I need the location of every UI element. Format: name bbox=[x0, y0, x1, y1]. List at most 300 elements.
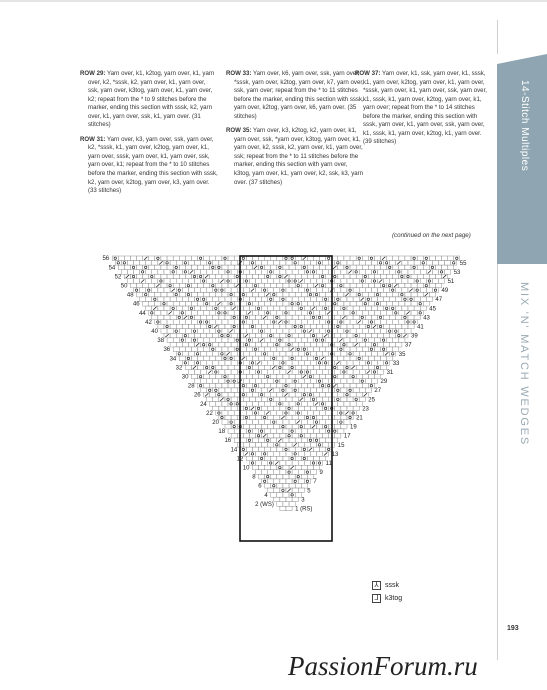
chart-cell bbox=[216, 393, 222, 398]
chart-cell bbox=[170, 297, 176, 302]
chart-cell bbox=[149, 283, 155, 288]
chart-cell bbox=[335, 424, 341, 429]
chart-cell bbox=[219, 388, 225, 393]
chart-cell bbox=[170, 315, 176, 320]
chart-cell bbox=[228, 402, 234, 407]
chart-cell bbox=[304, 324, 310, 329]
chart-cell bbox=[161, 265, 167, 270]
chart-cell bbox=[387, 283, 393, 288]
chart-cell bbox=[390, 261, 396, 266]
chart-cell bbox=[298, 315, 304, 320]
chart-cell bbox=[292, 352, 298, 357]
chart-cell bbox=[195, 333, 201, 338]
chart-cell bbox=[204, 283, 210, 288]
chart-cell bbox=[259, 292, 265, 297]
chart-cell bbox=[411, 283, 417, 288]
chart-cell bbox=[344, 320, 350, 325]
chart-cell bbox=[381, 311, 387, 316]
chart-cell bbox=[387, 256, 393, 261]
chart-cell bbox=[390, 270, 396, 275]
chart-cell bbox=[161, 302, 167, 307]
chart-cell bbox=[304, 443, 310, 448]
chart-cell bbox=[310, 461, 316, 466]
chart-cell bbox=[429, 265, 435, 270]
chart-cell bbox=[295, 429, 301, 434]
chart-cell bbox=[295, 438, 301, 443]
chart-cell bbox=[262, 333, 268, 338]
chart-cell bbox=[307, 456, 313, 461]
chart-cell bbox=[249, 306, 255, 311]
chart-cell bbox=[399, 302, 405, 307]
chart-cell bbox=[204, 365, 210, 370]
chart-cell bbox=[274, 324, 280, 329]
chart-cell bbox=[259, 311, 265, 316]
chart-cell bbox=[252, 383, 258, 388]
chart-cell bbox=[265, 474, 271, 479]
chart-cell bbox=[414, 297, 420, 302]
chart-row bbox=[121, 270, 450, 275]
chart-cell bbox=[289, 265, 295, 270]
chart-cell bbox=[283, 402, 289, 407]
chart-cell bbox=[256, 324, 262, 329]
chart-cell bbox=[219, 306, 225, 311]
right-row-label: 37 bbox=[404, 342, 412, 349]
chart-cell bbox=[317, 361, 323, 366]
chart-cell bbox=[240, 347, 246, 352]
chart-cell bbox=[298, 342, 304, 347]
chart-cell bbox=[204, 320, 210, 325]
chart-cell bbox=[298, 261, 304, 266]
chart-cell bbox=[320, 393, 326, 398]
chart-cell bbox=[170, 342, 176, 347]
chart-cell bbox=[405, 292, 411, 297]
chart-cell bbox=[164, 297, 170, 302]
chart-cell bbox=[213, 279, 219, 284]
chart-cell bbox=[274, 342, 280, 347]
chart-row bbox=[265, 484, 308, 489]
chart-cell bbox=[246, 365, 252, 370]
chart-row bbox=[173, 347, 399, 352]
chart-cell bbox=[289, 456, 295, 461]
chart-cell bbox=[265, 365, 271, 370]
chart-cell bbox=[243, 443, 249, 448]
chart-row bbox=[167, 338, 405, 343]
chart-cell bbox=[277, 283, 283, 288]
chart-cell bbox=[326, 320, 332, 325]
chart-cell bbox=[265, 374, 271, 379]
chart-cell bbox=[198, 347, 204, 352]
chart-cell bbox=[323, 388, 329, 393]
chart-cell bbox=[280, 488, 286, 493]
chart-cell bbox=[268, 370, 274, 375]
chart-cell bbox=[249, 397, 255, 402]
chart-cell bbox=[304, 261, 310, 266]
chart-cell bbox=[213, 379, 219, 384]
chart-cell bbox=[292, 470, 298, 475]
chart-cell bbox=[353, 315, 359, 320]
chart-cell bbox=[256, 397, 262, 402]
chart-cell bbox=[432, 270, 438, 275]
chart-cell bbox=[271, 420, 277, 425]
chart-cell bbox=[405, 265, 411, 270]
chart-cell bbox=[188, 352, 194, 357]
chart-cell bbox=[371, 370, 377, 375]
chart-cell bbox=[390, 352, 396, 357]
chart-cell bbox=[256, 388, 262, 393]
chart-cell bbox=[350, 383, 356, 388]
chart-cell bbox=[228, 365, 234, 370]
chart-cell bbox=[195, 261, 201, 266]
chart-cell bbox=[274, 370, 280, 375]
chart-cell bbox=[356, 256, 362, 261]
chart-cell bbox=[304, 306, 310, 311]
chart-cell bbox=[353, 279, 359, 284]
chart-cell bbox=[268, 415, 274, 420]
chart-cell bbox=[286, 443, 292, 448]
chart-cell bbox=[326, 329, 332, 334]
chart-cell bbox=[249, 342, 255, 347]
chart-cell bbox=[216, 338, 222, 343]
chart-cell bbox=[295, 447, 301, 452]
chart-cell bbox=[277, 411, 283, 416]
watermark: PassionForum.ru bbox=[288, 651, 478, 681]
chart-cell bbox=[320, 265, 326, 270]
chart-cell bbox=[243, 270, 249, 275]
chart-cell bbox=[256, 279, 262, 284]
chart-cell bbox=[219, 333, 225, 338]
chart-cell bbox=[411, 292, 417, 297]
chart-cell bbox=[280, 306, 286, 311]
right-row-label: 5 bbox=[307, 488, 311, 495]
chart-cell bbox=[292, 452, 298, 457]
chart-cell bbox=[152, 297, 158, 302]
chart-cell bbox=[210, 283, 216, 288]
chart-cell bbox=[219, 288, 225, 293]
chart-cell bbox=[286, 261, 292, 266]
chart-cell bbox=[274, 297, 280, 302]
chart-cell bbox=[298, 306, 304, 311]
chart-cell bbox=[252, 420, 258, 425]
chart-cell bbox=[393, 329, 399, 334]
chart-cell bbox=[320, 292, 326, 297]
chart-cell bbox=[320, 365, 326, 370]
row-31-instruction: ROW 31: Yarn over, k3, yarn over, ssk, yarn over, k2, *sssk, k1, yarn over, k2tog, yarn over, k1, yarn over, sssk, yarn over, k1, yarn over, ssk, yarn over, k1; repeat from the * to 10 stitches before the marker, ending this section with sssk, k2, yarn over, k2tog, yarn over, k3, yarn over. (33 stitches) bbox=[80, 135, 218, 195]
chart-cell bbox=[243, 361, 249, 366]
chart-cell bbox=[298, 379, 304, 384]
chart-cell bbox=[310, 443, 316, 448]
chart-cell bbox=[228, 265, 234, 270]
chart-cell bbox=[356, 274, 362, 279]
chart-cell bbox=[176, 324, 182, 329]
chart-cell bbox=[402, 306, 408, 311]
chart-cell bbox=[402, 288, 408, 293]
chart-cell bbox=[161, 329, 167, 334]
chart-cell bbox=[353, 288, 359, 293]
chart-cell bbox=[243, 370, 249, 375]
chart-cell bbox=[222, 256, 228, 261]
chart-cell bbox=[353, 388, 359, 393]
chart-cell bbox=[146, 288, 152, 293]
chart-cell bbox=[249, 315, 255, 320]
chart-cell bbox=[249, 370, 255, 375]
chart-cell bbox=[304, 342, 310, 347]
chart-cell bbox=[274, 433, 280, 438]
chart-cell bbox=[323, 315, 329, 320]
chart-cell bbox=[274, 261, 280, 266]
chart-cell bbox=[408, 324, 414, 329]
chart-cell bbox=[262, 479, 268, 484]
chart-cell bbox=[365, 361, 371, 366]
chart-cell bbox=[317, 433, 323, 438]
chart-cell bbox=[225, 315, 231, 320]
chart-cell bbox=[432, 279, 438, 284]
chart-cell bbox=[228, 283, 234, 288]
chart-cell bbox=[164, 324, 170, 329]
chart-cell bbox=[274, 388, 280, 393]
chart-cell bbox=[368, 338, 374, 343]
chart-cell bbox=[307, 420, 313, 425]
chart-cell bbox=[381, 347, 387, 352]
chart-cell bbox=[185, 292, 191, 297]
chart-cell bbox=[219, 352, 225, 357]
chart-cell bbox=[188, 306, 194, 311]
chart-cell bbox=[249, 324, 255, 329]
chart-cell bbox=[222, 356, 228, 361]
right-row-label: 47 bbox=[435, 297, 443, 304]
chart-cell bbox=[289, 447, 295, 452]
chart-row bbox=[280, 506, 292, 511]
chart-cell bbox=[188, 261, 194, 266]
chart-cell bbox=[207, 361, 213, 366]
chart-cell bbox=[265, 456, 271, 461]
chart-cell bbox=[381, 329, 387, 334]
chart-cell bbox=[274, 488, 280, 493]
chart-cell bbox=[445, 270, 451, 275]
chart-cell bbox=[210, 374, 216, 379]
chart-cell bbox=[191, 302, 197, 307]
chart-cell bbox=[271, 292, 277, 297]
chart-cell bbox=[256, 461, 262, 466]
chart-cell bbox=[243, 297, 249, 302]
chart-cell bbox=[289, 302, 295, 307]
chart-cell bbox=[313, 420, 319, 425]
chart-cell bbox=[280, 333, 286, 338]
chart-cell bbox=[371, 315, 377, 320]
chart-cell bbox=[280, 352, 286, 357]
chart-cell bbox=[350, 338, 356, 343]
chart-cell bbox=[268, 488, 274, 493]
chart-cell bbox=[265, 274, 271, 279]
chart-cell bbox=[277, 402, 283, 407]
chart-cell bbox=[152, 288, 158, 293]
chart-cell bbox=[298, 370, 304, 375]
chart-cell bbox=[268, 261, 274, 266]
chart-cell bbox=[195, 279, 201, 284]
chart-cell bbox=[292, 497, 298, 502]
chart-cell bbox=[344, 338, 350, 343]
chart-cell bbox=[286, 388, 292, 393]
chart-cell bbox=[295, 393, 301, 398]
chart-cell bbox=[313, 265, 319, 270]
chart-cell bbox=[179, 265, 185, 270]
chart-cells bbox=[112, 256, 460, 511]
chart-cell bbox=[280, 433, 286, 438]
chart-cell bbox=[201, 324, 207, 329]
chart-cell bbox=[396, 297, 402, 302]
chart-cell bbox=[353, 379, 359, 384]
chart-cell bbox=[283, 374, 289, 379]
chart-cell bbox=[185, 311, 191, 316]
chart-row bbox=[179, 356, 393, 361]
chart-cell bbox=[304, 379, 310, 384]
chart-cell bbox=[283, 465, 289, 470]
chart-cell bbox=[130, 265, 136, 270]
chart-cell bbox=[374, 338, 380, 343]
chart-cell bbox=[365, 288, 371, 293]
chart-cell bbox=[304, 424, 310, 429]
chart-cell bbox=[371, 288, 377, 293]
chart-cell bbox=[344, 356, 350, 361]
chart-cell bbox=[188, 279, 194, 284]
left-row-label: 46 bbox=[132, 301, 140, 308]
chart-cell bbox=[317, 261, 323, 266]
chart-cell bbox=[118, 256, 124, 261]
chart-cell bbox=[378, 270, 384, 275]
chart-cell bbox=[210, 402, 216, 407]
chart-cell bbox=[411, 274, 417, 279]
chart-cell bbox=[317, 333, 323, 338]
chart-cell bbox=[347, 370, 353, 375]
chart-cell bbox=[262, 388, 268, 393]
chart-cell bbox=[320, 338, 326, 343]
chart-cell bbox=[231, 379, 237, 384]
chart-cell bbox=[216, 329, 222, 334]
chart-cell bbox=[298, 406, 304, 411]
chart-cell bbox=[338, 402, 344, 407]
chart-cell bbox=[112, 256, 118, 261]
chart-cell bbox=[323, 279, 329, 284]
chart-cell bbox=[280, 261, 286, 266]
chart-cell bbox=[301, 292, 307, 297]
chart-cell bbox=[310, 288, 316, 293]
chart-cell bbox=[231, 261, 237, 266]
chart-cell bbox=[219, 261, 225, 266]
chart-cell bbox=[301, 329, 307, 334]
chart-cell bbox=[313, 311, 319, 316]
chart-cell bbox=[326, 402, 332, 407]
chart-cell bbox=[356, 302, 362, 307]
chart-cell bbox=[256, 370, 262, 375]
chart-cell bbox=[265, 447, 271, 452]
chart-cell bbox=[310, 352, 316, 357]
chart-cell bbox=[228, 274, 234, 279]
chart-cell bbox=[149, 302, 155, 307]
chart-cell bbox=[356, 347, 362, 352]
chart-cell bbox=[170, 270, 176, 275]
chart-cell bbox=[381, 274, 387, 279]
chart-cell bbox=[356, 311, 362, 316]
chart-cell bbox=[384, 288, 390, 293]
chart-cell bbox=[207, 333, 213, 338]
chart-cell bbox=[124, 265, 130, 270]
chart-cell bbox=[353, 270, 359, 275]
chart-cell bbox=[280, 497, 286, 502]
chart-cell bbox=[271, 383, 277, 388]
chart-cell bbox=[280, 397, 286, 402]
chart-cell bbox=[262, 361, 268, 366]
chart-cell bbox=[301, 465, 307, 470]
chart-cell bbox=[320, 411, 326, 416]
chart-cell bbox=[228, 429, 234, 434]
chart-cell bbox=[298, 433, 304, 438]
chart-cell bbox=[283, 265, 289, 270]
chart-cell bbox=[201, 297, 207, 302]
chart-cell bbox=[246, 265, 252, 270]
chart-cell bbox=[243, 433, 249, 438]
chart-cell bbox=[374, 274, 380, 279]
chart-cell bbox=[152, 261, 158, 266]
chart-cell bbox=[359, 315, 365, 320]
chart-cell bbox=[286, 333, 292, 338]
chart-cell bbox=[320, 447, 326, 452]
chart-cell bbox=[249, 415, 255, 420]
chart-row bbox=[152, 315, 420, 320]
chart-cell bbox=[185, 365, 191, 370]
chart-cell bbox=[384, 324, 390, 329]
right-row-label: 39 bbox=[411, 333, 418, 340]
chart-cell bbox=[222, 411, 228, 416]
chart-cell bbox=[252, 320, 258, 325]
chart-cell bbox=[317, 342, 323, 347]
chart-cell bbox=[268, 324, 274, 329]
chart-cell bbox=[198, 292, 204, 297]
chart-cell bbox=[445, 261, 451, 266]
chart-cell bbox=[338, 374, 344, 379]
chart-cell bbox=[286, 352, 292, 357]
chart-cell bbox=[326, 383, 332, 388]
chart-cell bbox=[289, 338, 295, 343]
chart-cell bbox=[167, 329, 173, 334]
chart-cell bbox=[124, 256, 130, 261]
chart-cell bbox=[344, 402, 350, 407]
chart-cell bbox=[219, 315, 225, 320]
chart-cell bbox=[277, 429, 283, 434]
chart-cell bbox=[268, 424, 274, 429]
chart-cell bbox=[265, 465, 271, 470]
chart-cell bbox=[317, 297, 323, 302]
chart-cell bbox=[213, 306, 219, 311]
chart-cell bbox=[249, 352, 255, 357]
chart-cell bbox=[182, 288, 188, 293]
right-row-label: 45 bbox=[429, 306, 436, 313]
chart-cell bbox=[204, 292, 210, 297]
chart-cell bbox=[429, 283, 435, 288]
chart-cell bbox=[341, 324, 347, 329]
chart-cell bbox=[130, 283, 136, 288]
chart-cell bbox=[228, 383, 234, 388]
chart-cell bbox=[231, 415, 237, 420]
chart-cell bbox=[390, 315, 396, 320]
chart-cell bbox=[252, 429, 258, 434]
chart-cell bbox=[246, 456, 252, 461]
chart-cell bbox=[414, 306, 420, 311]
left-row-label: 24 bbox=[200, 401, 207, 408]
chart-cell bbox=[280, 288, 286, 293]
chart-cell bbox=[176, 306, 182, 311]
chart-cell bbox=[274, 315, 280, 320]
chart-cell bbox=[350, 256, 356, 261]
chart-cell bbox=[240, 329, 246, 334]
